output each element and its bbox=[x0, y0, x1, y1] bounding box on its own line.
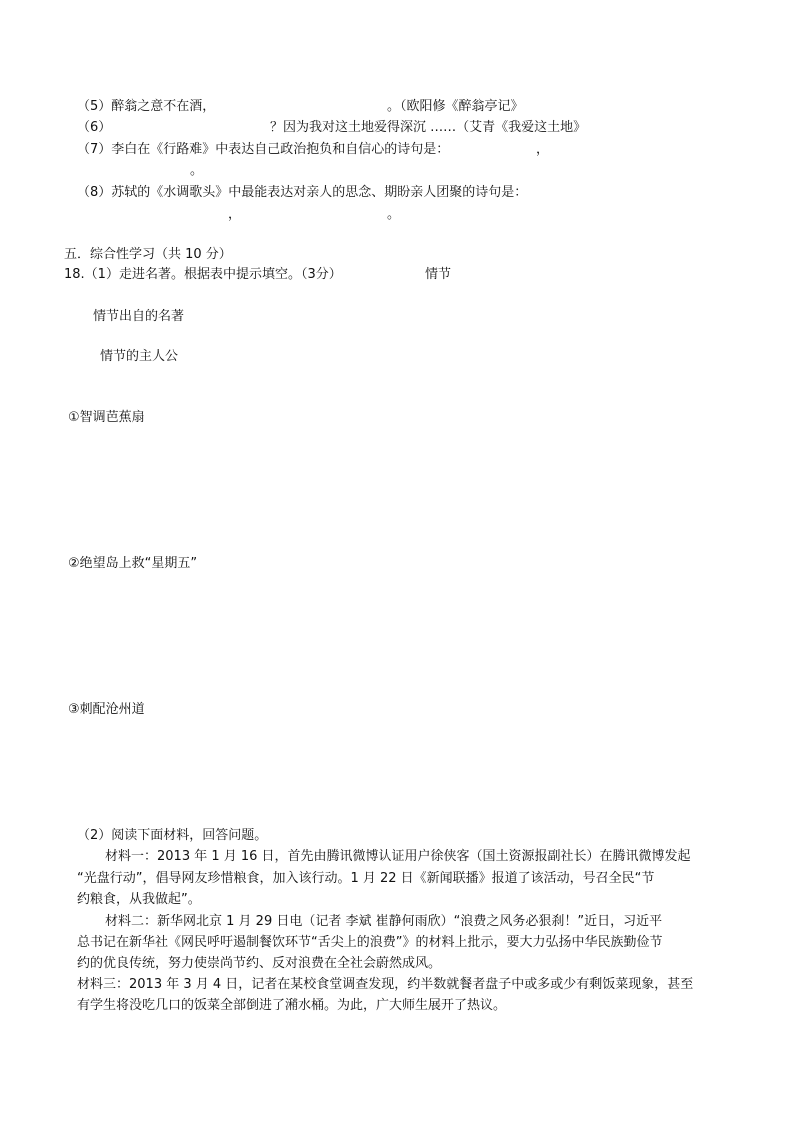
item5-suffix: 。（欧阳修《醉翁亭记》 bbox=[387, 99, 524, 114]
item5-prefix: （5）醉翁之意不在酒， bbox=[77, 99, 216, 114]
table-col-book: 情节出自的名著 bbox=[93, 309, 185, 324]
item8-end: 。 bbox=[387, 207, 401, 222]
item6-middle: ？因为我对这土地爱得深沉 ……（艾青《我爱这土地》 bbox=[270, 120, 587, 135]
material3-line1: 材料三：2013 年 3 月 4 日，记者在某校食堂调查发现，约半数就餐者盘子中或多或少有剩饭菜现象，甚至 bbox=[77, 977, 694, 992]
material2-line1: 材料二：新华网北京 1 月 29 日电（记者 李斌 崔静何雨欣）“浪费之风务必狠刹！”近日，习近平 bbox=[105, 914, 663, 929]
item7-text: （7）李白在《行路难》中表达自己政治抱负和自信心的诗句是： bbox=[77, 142, 450, 157]
table-row-1: ①智调芭蕉扇 bbox=[68, 410, 145, 425]
table-row-2: ②绝望岛上救“星期五” bbox=[68, 556, 198, 571]
item8-comma: ， bbox=[228, 207, 242, 222]
item7-end: 。 bbox=[190, 163, 204, 178]
material2-line3: 约的优良传统，努力使崇尚节约、反对浪费在全社会蔚然成风。 bbox=[77, 956, 442, 971]
q18-part2-prompt: （2）阅读下面材料，回答问题。 bbox=[77, 828, 268, 843]
material1-line1: 材料一：2013 年 1 月 16 日，首先由腾讯微博认证用户徐侠客（国土资源报副社长）在腾讯微博发起 bbox=[105, 849, 691, 864]
material2-line2: 总书记在新华社《网民呼吁遏制餐饮环节“舌尖上的浪费”》的材料上批示，要大力弘扬中华民族勤俭节 bbox=[77, 935, 663, 950]
table-col-hero: 情节的主人公 bbox=[100, 349, 179, 364]
material1-line2: “光盘行动”，倡导网友珍惜粮食，加入该行动。1 月 22 日《新闻联播》报道了该活动，号召全民“节 bbox=[77, 871, 655, 886]
material3-line2: 有学生将没吃几口的饭菜全部倒进了潲水桶。为此，广大师生展开了热议。 bbox=[77, 998, 507, 1013]
table-col-plot: 情节 bbox=[425, 267, 452, 282]
material1-line3: 约粮食，从我做起”。 bbox=[77, 892, 201, 907]
q18-part1-prompt: 18.（1）走进名著。根据表中提示填空。（3分） bbox=[64, 267, 342, 282]
item8-text: （8）苏轼的《水调歌头》中最能表达对亲人的思念、期盼亲人团聚的诗句是： bbox=[77, 185, 528, 200]
section5-heading: 五．综合性学习（共 10 分） bbox=[64, 247, 232, 262]
item6-prefix: （6） bbox=[77, 120, 112, 135]
item7-comma: ， bbox=[536, 142, 550, 157]
table-row-3: ③刺配沧州道 bbox=[68, 702, 145, 717]
